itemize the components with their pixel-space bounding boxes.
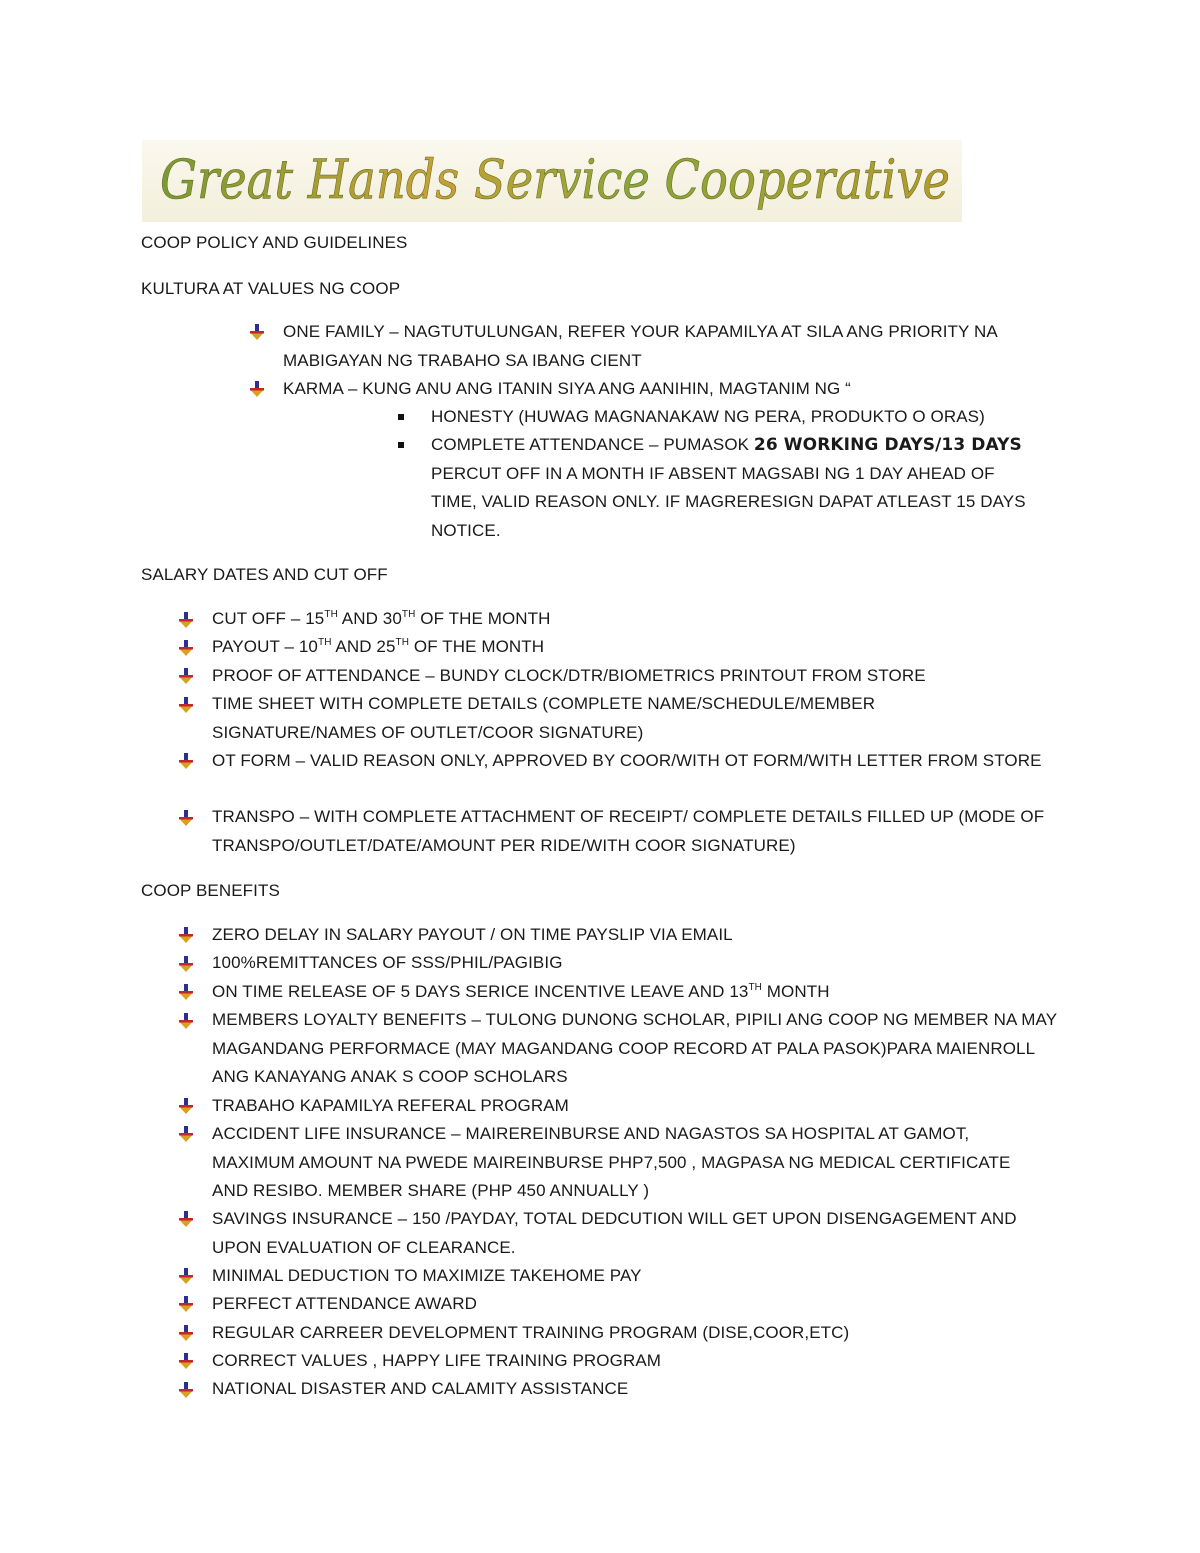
list-item-savings: SAVINGS INSURANCE – 150 /PAYDAY, TOTAL DEDCUTION WILL GET UPON DISENGAGEMENT AND UPON EVALUATION OF CLEARANCE. (212, 1209, 1017, 1257)
arrow-down-bullet-icon (177, 639, 195, 657)
list-item-karma: KARMA – KUNG ANU ANG ITANIN SIYA ANG AANIHIN, MAGTANIM NG “ (283, 379, 851, 398)
payout-text: AND 25 (331, 637, 396, 656)
list-item-attendance (431, 431, 1041, 545)
salary-heading: SALARY DATES AND CUT OFF (141, 565, 388, 584)
policy-heading: COOP POLICY AND GUIDELINES (141, 233, 408, 252)
release-text: MONTH (761, 982, 830, 1001)
arrow-down-bullet-icon (248, 380, 266, 398)
cutoff-sup: TH (324, 609, 338, 620)
attendance-detail: PERCUT OFF IN A MONTH IF ABSENT MAGSABI NG 1 DAY AHEAD OF TIME, VALID REASON ONLY. IF MAGRERESIGN DAPAT ATLEAST 15 DAYS NOTICE. (431, 463, 1026, 540)
arrow-down-bullet-icon (177, 955, 195, 973)
attendance-days: 26 WORKING DAYS/13 DAYS (753, 435, 1022, 455)
attendance-text: COMPLETE ATTENDANCE – PUMASOK (431, 435, 754, 454)
list-item-transpo: TRANSPO – WITH COMPLETE ATTACHMENT OF RECEIPT/ COMPLETE DETAILS FILLED UP (MODE OF TRANSPO/OUTLET/DATE/AMOUNT PER RIDE/WITH COOR SIGNATURE) (212, 807, 1045, 855)
release-sup: TH (748, 982, 762, 993)
list-item-payout (212, 633, 1062, 662)
list-item-referal: TRABAHO KAPAMILYA REFERAL PROGRAM (212, 1096, 569, 1115)
arrow-down-bullet-icon (177, 1097, 195, 1115)
list-item-accident: ACCIDENT LIFE INSURANCE – MAIREREINBURSE AND NAGASTOS SA HOSPITAL AT GAMOT, MAXIMUM AMOUNT NA PWEDE MAIREINBURSE PHP7,500 , MAGPASA NG MEDICAL CERTIFICATE AND RESIBO. MEMBER SHARE (PHP 450 ANNUALLY ) (212, 1124, 1011, 1200)
cutoff-text: AND 30 (337, 609, 402, 628)
list-item-remittances: 100%REMITTANCES OF SSS/PHIL/PAGIBIG (212, 953, 563, 972)
list-item-honesty: HONESTY (HUWAG MAGNANAKAW NG PERA, PRODUKTO O ORAS) (431, 407, 985, 426)
list-item-perfect: PERFECT ATTENDANCE AWARD (212, 1294, 477, 1313)
arrow-down-bullet-icon (177, 1267, 195, 1285)
list-item-minimal: MINIMAL DEDUCTION TO MAXIMIZE TAKEHOME PAY (212, 1266, 642, 1285)
cutoff-text: OF THE MONTH (415, 609, 551, 628)
arrow-down-bullet-icon (177, 1324, 195, 1342)
payout-text: PAYOUT – 10 (212, 637, 318, 656)
list-item-career: REGULAR CARREER DEVELOPMENT TRAINING PROGRAM (DISE,COOR,ETC) (212, 1323, 850, 1342)
payout-sup: TH (395, 637, 410, 648)
arrow-down-bullet-icon (177, 1295, 195, 1313)
list-item-loyalty: MEMBERS LOYALTY BENEFITS – TULONG DUNONG SCHOLAR, PIPILI ANG COOP NG MEMBER NA MAY MAGANDANG PERFORMACE (MAY MAGANDANG COOP RECORD AT PALA PASOK)PARA MAIENROLL ANG KANAYANG ANAK S COOP SCHOLARS (212, 1010, 1057, 1086)
list-item-cutoff (212, 605, 1062, 634)
payout-text: OF THE MONTH (409, 637, 545, 656)
list-item-ot-form: OT FORM – VALID REASON ONLY, APPROVED BY COOR/WITH OT FORM/WITH LETTER FROM STORE (212, 751, 1042, 770)
arrow-down-bullet-icon (177, 696, 195, 714)
arrow-down-bullet-icon (177, 611, 195, 629)
list-item-disaster: NATIONAL DISASTER AND CALAMITY ASSISTANCE (212, 1379, 629, 1398)
arrow-down-bullet-icon (248, 323, 266, 341)
arrow-down-bullet-icon (177, 1125, 195, 1143)
square-bullet-icon (398, 442, 404, 448)
cutoff-sup: TH (401, 609, 416, 620)
release-text: ON TIME RELEASE OF 5 DAYS SERICE INCENTIVE LEAVE AND 13 (212, 982, 749, 1001)
logo-text: Great Hands Service Cooperative (160, 148, 950, 211)
arrow-down-bullet-icon (177, 1352, 195, 1370)
arrow-down-bullet-icon (177, 809, 195, 827)
cooperative-logo (142, 140, 962, 222)
list-item-release (212, 978, 1062, 1007)
arrow-down-bullet-icon (177, 1012, 195, 1030)
arrow-down-bullet-icon (177, 983, 195, 1001)
list-item-values: CORRECT VALUES , HAPPY LIFE TRAINING PROGRAM (212, 1351, 662, 1370)
list-item-zero-delay: ZERO DELAY IN SALARY PAYOUT / ON TIME PAYSLIP VIA EMAIL (212, 925, 733, 944)
cutoff-text: CUT OFF – 15 (212, 609, 325, 628)
benefits-heading: COOP BENEFITS (141, 881, 280, 900)
arrow-down-bullet-icon (177, 1210, 195, 1228)
square-bullet-icon (398, 414, 404, 420)
arrow-down-bullet-icon (177, 1381, 195, 1399)
list-item-one-family: ONE FAMILY – NAGTUTULUNGAN, REFER YOUR KAPAMILYA AT SILA ANG PRIORITY NA MABIGAYAN NG TRABAHO SA IBANG CIENT (283, 322, 997, 370)
arrow-down-bullet-icon (177, 752, 195, 770)
kultura-heading: KULTURA AT VALUES NG COOP (141, 279, 401, 298)
arrow-down-bullet-icon (177, 926, 195, 944)
list-item-proof: PROOF OF ATTENDANCE – BUNDY CLOCK/DTR/BIOMETRICS PRINTOUT FROM STORE (212, 666, 926, 685)
payout-sup: TH (317, 637, 332, 648)
logo-image (142, 140, 962, 222)
arrow-down-bullet-icon (177, 667, 195, 685)
list-item-timesheet: TIME SHEET WITH COMPLETE DETAILS (COMPLETE NAME/SCHEDULE/MEMBER SIGNATURE/NAMES OF OUTLET/COOR SIGNATURE) (212, 694, 876, 742)
